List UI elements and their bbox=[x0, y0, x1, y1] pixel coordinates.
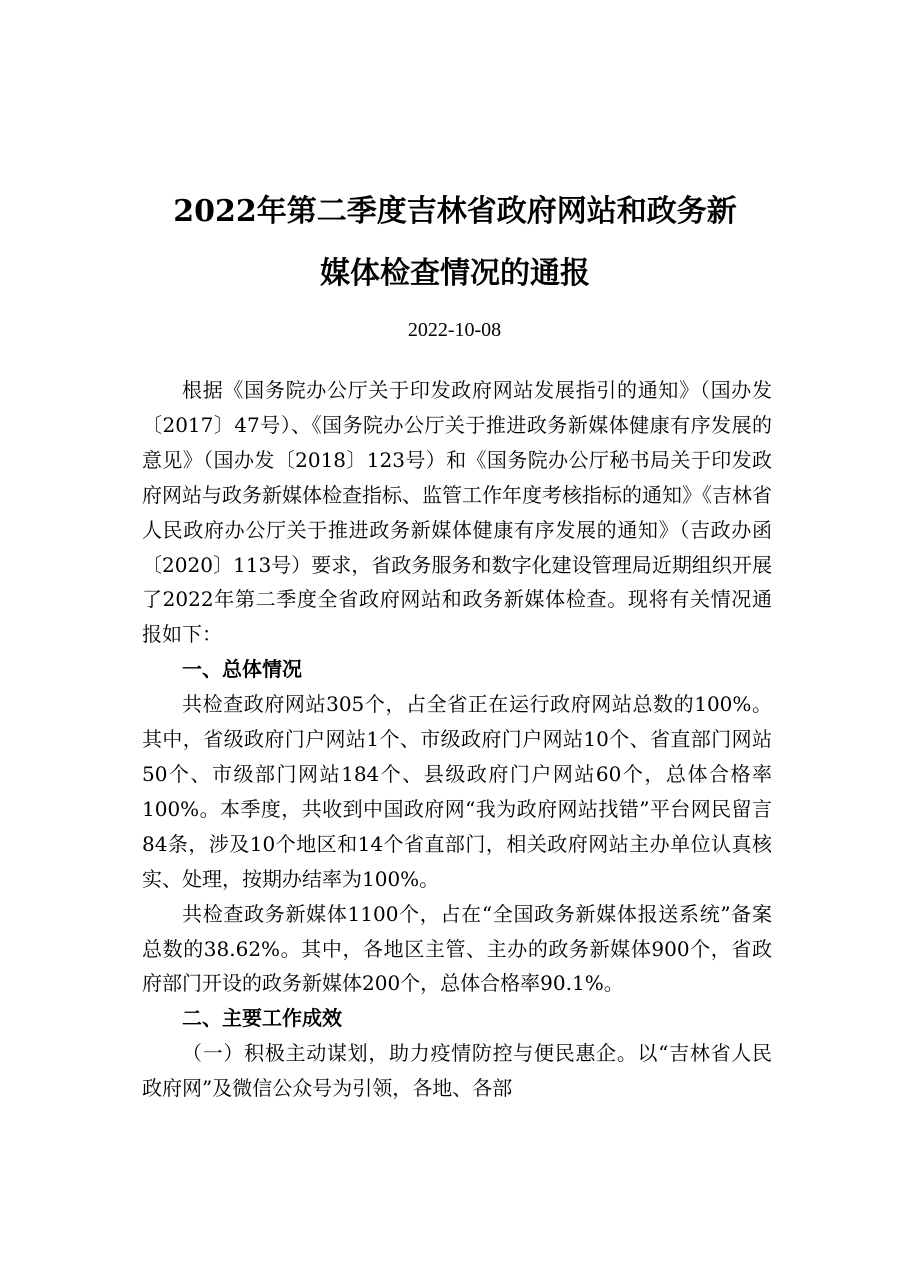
section-heading-overview: 一、总体情况 bbox=[182, 657, 302, 682]
achievements-paragraph-1: （一）积极主动谋划，助力疫情防控与便民惠企。以“吉林省人民政府网”及微信公众号为引领，各地、各部 bbox=[142, 1041, 772, 1101]
overview-websites-paragraph: 共检查政府网站305个，占全省正在运行政府网站总数的100%。其中，省级政府门户网站1个、市级政府门户网站10个、省直部门网站50个、市级部门网站184个、县级政府门户网站60个，总体合格率100%。本季度，共收到中国政府网“我为政府网站找错”平台网民留言84条，涉及10个地区和14个省直部门，相关政府网站主办单位认真核实、处理，按期办结率为100%。 bbox=[142, 692, 772, 891]
document-title-line1: 2022年第二季度吉林省政府网站和政务新 bbox=[173, 194, 737, 229]
overview-new-media-paragraph: 共检查政务新媒体1100个，占在“全国政务新媒体报送系统”备案总数的38.62%。其中，各地区主管、主办的政务新媒体900个，省政府部门开设的政务新媒体200个，总体合格率90.1%。 bbox=[142, 901, 772, 996]
document-title-line2: 媒体检查情况的通报 bbox=[320, 256, 590, 291]
section-heading-achievements: 二、主要工作成效 bbox=[182, 1006, 342, 1031]
intro-paragraph: 根据《国务院办公厅关于印发政府网站发展指引的通知》（国办发〔2017〕47号）、《国务院办公厅关于推进政务新媒体健康有序发展的意见》（国办发〔2018〕123号）和《国务院办公厅秘书局关于印发政府网站与政务新媒体检查指标、监管工作年度考核指标的通知》《吉林省人民政府办公厅关于推进政务新媒体健康有序发展的通知》（吉政办函〔2020〕113号）要求，省政务服务和数字化建设管理局近期组织开展了2022年第二季度全省政府网站和政务新媒体检查。现将有关情况通报如下： bbox=[142, 378, 772, 647]
publish-date: 2022-10-08 bbox=[407, 319, 502, 341]
document-body bbox=[142, 373, 772, 1106]
